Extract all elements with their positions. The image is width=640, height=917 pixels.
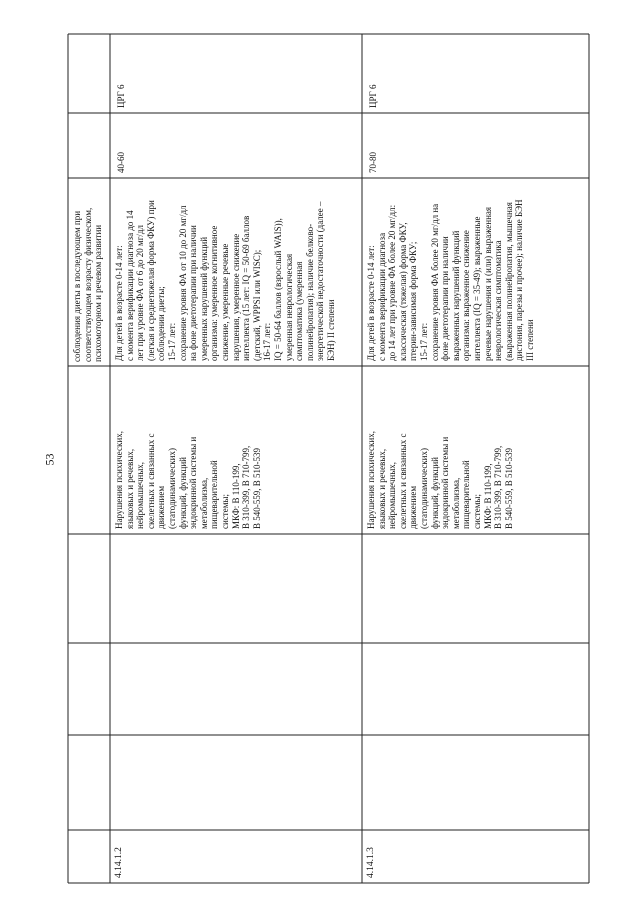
criteria-line: с момента верификации диагноза до 14 [124, 210, 135, 361]
criteria-line: с момента верификации диагноза [376, 232, 387, 361]
criteria-line: (выраженная полинейропатия, мышечная [503, 202, 514, 361]
row-percent [368, 118, 379, 173]
percent-text: 40-60 [116, 152, 126, 173]
criteria-line: (легкая и среднетяжелая форма ФКУ) при [145, 200, 156, 361]
criteria-line: речевые нарушения и (или) выраженная [482, 206, 493, 361]
disorder-line: пищеварительной [461, 460, 472, 529]
criteria-line: (детский, WPPSI или WISC); [251, 249, 262, 361]
disorder-line: языковых и речевых, [376, 448, 387, 529]
disorder-line: метаболизма, [450, 477, 461, 529]
row-group [368, 40, 379, 108]
header-monitoring-cell [72, 182, 104, 362]
disorder-line: В 540-559, В 510-539 [251, 448, 262, 529]
row-disorders-cell [114, 367, 262, 529]
criteria-line: организма: умеренное когнитивное [209, 225, 220, 361]
criteria-line: дистония, парезы и прочее); наличие БЭН [514, 199, 525, 361]
percent-text: 70-80 [368, 152, 378, 173]
criteria-line: лет при уровне ФА от 6 до 20 мг/дл [135, 224, 146, 361]
disorder-line: метаболизма, [198, 477, 209, 529]
disorder-line: (статодинамических) [418, 448, 429, 529]
criteria-line: IQ = 50-64 баллов (взрослый WAIS)), [272, 218, 283, 361]
criteria-line: симптоматика (умеренная [294, 261, 305, 361]
disorder-line: движением [156, 485, 167, 529]
criteria-line: классическая (тяжелая) форма ФКУ, [397, 222, 408, 361]
disorder-line: нейромышечных, [387, 461, 398, 529]
header-monitoring-text: соблюдения диеты в последующем при соответствующем возрасту физическом, психомоторном и речевом развитии [72, 207, 104, 362]
disorder-line: МКФ: В 110-199, [230, 463, 241, 529]
group-text: ЦРГ 6 [368, 84, 378, 108]
disorder-line: В 310-399, В 710-799, [241, 445, 252, 529]
row-criteria-cell [114, 177, 336, 361]
criteria-line: снижение, умеренные речевые [219, 243, 230, 361]
disorder-line: нейромышечных, [135, 461, 146, 529]
disorder-line: языковых и речевых, [124, 448, 135, 529]
criteria-line: фоне диетотерапии при наличии [440, 236, 451, 361]
page-number: 53 [42, 453, 57, 466]
disorder-line: функций, функций [429, 457, 440, 529]
disorder-line: (статодинамических) [166, 448, 177, 529]
row-disorders-cell [366, 367, 514, 529]
disorder-line: пищеварительной [209, 460, 220, 529]
criteria-line: нарушения, умеренное снижение [230, 233, 241, 361]
disorder-line: системы; [471, 494, 482, 529]
disorder-line: эндокринной системы и [440, 436, 451, 529]
criteria-line: неврологическая симптоматика [493, 240, 504, 361]
row-criteria-cell [366, 177, 536, 361]
disorder-line: скелетных и связанных с [397, 433, 408, 529]
criteria-line: до 14 лет при уровне ФА более 20 мг/дл: [387, 204, 398, 361]
criteria-line: III степени [524, 319, 535, 361]
row-code-text: 4.14.1.3 [366, 847, 376, 878]
criteria-line: Для детей в возрасте 0-14 лет: [114, 245, 124, 361]
criteria-line: умеренная неврологическая [283, 253, 294, 361]
criteria-line: 15-17 лет: [418, 322, 429, 361]
disorder-line: В 540-559, В 510-539 [503, 448, 514, 529]
group-text: ЦРГ 6 [116, 84, 126, 108]
row-code [366, 832, 377, 878]
criteria-line: птерин-зависимая форма ФКУ; [408, 241, 419, 361]
row-code-text: 4.14.1.2 [114, 847, 124, 878]
criteria-line: умеренных нарушений функций [198, 236, 209, 361]
row-group [116, 40, 127, 108]
disorder-line: скелетных и связанных с [145, 433, 156, 529]
disorder-line: движением [408, 485, 419, 529]
criteria-line: интеллекта (IQ = 35-49); выраженные [471, 216, 482, 361]
disorder-line: функций, функций [177, 457, 188, 529]
disorder-line: МКФ: В 110-199, [482, 463, 493, 529]
criteria-line: 16-17 лет: [262, 322, 273, 361]
disorder-line: системы; [219, 494, 230, 529]
disorder-line: Нарушения психических, [114, 431, 124, 529]
row-code [114, 832, 125, 878]
disorder-line: эндокринной системы и [188, 436, 199, 529]
criteria-line: на фоне диетотерапии при наличии [188, 225, 199, 361]
criteria-line: сохранение уровня ФА более 20 мг/дл на [429, 203, 440, 361]
criteria-line: интеллекта (15 лет: IQ = 50-69 баллов [241, 215, 252, 361]
criteria-line: выраженных нарушений функций [450, 230, 461, 361]
row-percent [116, 118, 127, 173]
disorder-line: В 310-399, В 710-799, [493, 445, 504, 529]
criteria-line: полинейропатия); наличие белково- [304, 223, 315, 361]
criteria-line: сохранение уровня ФА от 10 до 20 мг/дл [177, 205, 188, 361]
criteria-line: 15-17 лет: [166, 322, 177, 361]
criteria-line: организма: выраженное снижение [461, 230, 472, 361]
criteria-line: БЭН) II степени [325, 299, 336, 361]
criteria-line: энергетической недостаточности (далее – [315, 201, 326, 361]
disorder-line: Нарушения психических, [366, 431, 376, 529]
criteria-line: Для детей в возрасте 0-14 лет: [366, 245, 376, 361]
criteria-line: соблюдении диеты; [156, 286, 167, 361]
